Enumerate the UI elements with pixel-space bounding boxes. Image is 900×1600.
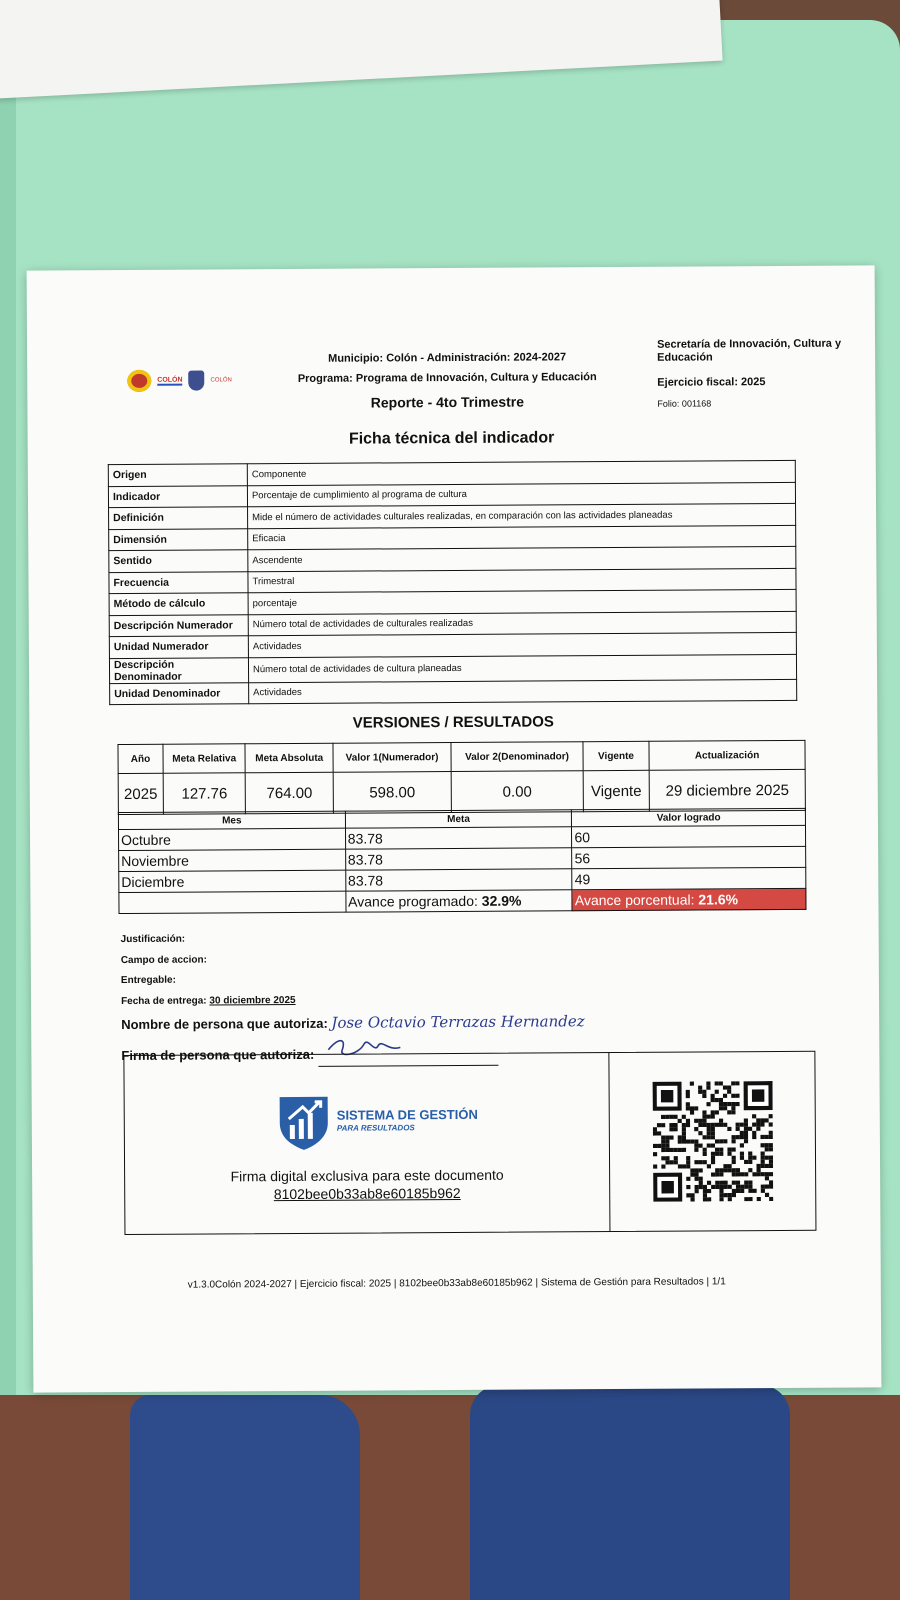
val-vigente: Vigente <box>583 770 649 811</box>
ficha-key: Frecuencia <box>109 571 248 593</box>
ejercicio-line: Ejercicio fiscal: 2025 <box>657 376 766 389</box>
ficha-value: Actividades <box>248 632 796 657</box>
col-meta-relativa: Meta Relativa <box>163 744 246 774</box>
val-actualizacion: 29 diciembre 2025 <box>649 769 805 811</box>
ficha-value: Componente <box>247 460 795 485</box>
versiones-header-row <box>118 740 805 773</box>
mes-name: Noviembre <box>119 849 346 871</box>
ficha-key: Método de cálculo <box>109 593 248 615</box>
sgr-subtitle: PARA RESULTADOS <box>336 1123 415 1133</box>
ficha-value: Actividades <box>249 679 797 704</box>
versiones-table <box>117 740 805 815</box>
col-valor-2: Valor 2(Denominador) <box>451 742 583 772</box>
colon-logo-text: COLÓN <box>157 376 183 384</box>
firma-label: Firma de persona que autoriza: <box>121 1046 315 1064</box>
shield-icon <box>188 371 204 391</box>
mes-valor: 49 <box>572 867 806 889</box>
mes-meta: 83.78 <box>345 827 572 849</box>
campo-label: Campo de accion: <box>120 954 207 966</box>
signature-box-left <box>124 1053 610 1234</box>
ficha-key: Descripción Numerador <box>109 614 248 636</box>
nombre-autoriza <box>121 1009 585 1037</box>
col-meta: Meta <box>345 810 572 828</box>
sgr-shield-icon <box>277 1093 331 1151</box>
ficha-key: Unidad Denominador <box>110 682 249 704</box>
avance-empty <box>119 891 346 913</box>
ficha-table <box>108 460 797 705</box>
avance-programado-value: 32.9% <box>481 892 522 909</box>
ficha-value: Número total de actividades de cultura planeadas <box>248 654 796 682</box>
secretaria-line: Secretaría de Innovación, Cultura y Educación <box>657 337 842 364</box>
mes-name: Diciembre <box>119 870 346 892</box>
header-logos <box>127 369 232 392</box>
folio-line: Folio: 001168 <box>657 398 712 409</box>
ficha-key: Indicador <box>108 485 247 507</box>
val-meta-relativa: 127.76 <box>163 773 246 815</box>
meses-table <box>118 808 807 914</box>
mes-meta: 83.78 <box>345 869 572 891</box>
entregable-label: Entregable: <box>120 974 176 987</box>
digital-signature-box <box>123 1051 816 1235</box>
ficha-value: Número total de actividades de culturales realizadas <box>248 611 796 636</box>
ficha-value: Porcentaje de cumplimiento al programa de cultura <box>247 482 795 507</box>
avance-programado <box>346 890 573 912</box>
sgr-logo <box>277 1092 478 1151</box>
digital-signature-hash: 8102bee0b33ab8e60185b962 <box>273 1184 461 1203</box>
fecha-entrega <box>121 989 585 1012</box>
ficha-key: Origen <box>108 464 247 486</box>
sgr-logo-text <box>337 1108 478 1135</box>
report-title: Reporte - 4to Trimestre <box>370 393 525 411</box>
col-mes: Mes <box>118 811 345 829</box>
val-valor-2: 0.00 <box>451 771 583 813</box>
handwritten-name: Jose Octavio Terrazas Hernandez <box>331 1012 585 1032</box>
fecha-label: Fecha de entrega: <box>121 994 210 1007</box>
right-leg <box>470 1385 790 1600</box>
municipal-seal-icon <box>127 370 151 392</box>
nombre-label: Nombre de persona que autoriza: <box>121 1015 328 1033</box>
ficha-key: Descripción Denominador <box>109 657 248 683</box>
header-right <box>657 338 857 411</box>
avance-porcentual <box>572 888 806 910</box>
col-vigente: Vigente <box>583 741 649 770</box>
left-leg <box>130 1395 360 1600</box>
report-document <box>27 265 882 1392</box>
col-meta-absoluta: Meta Absoluta <box>245 743 333 773</box>
signature-box-right <box>609 1052 815 1231</box>
ficha-value: Eficacia <box>248 525 796 550</box>
digital-signature-caption: Firma digital exclusiva para este documento <box>230 1166 504 1185</box>
sgr-title: SISTEMA DE GESTIÓN <box>336 1106 478 1123</box>
header-center <box>277 347 617 413</box>
ficha-value: porcentaje <box>248 589 796 614</box>
col-ano: Año <box>118 744 163 773</box>
ficha-value: Mide el número de actividades culturales realizadas, en comparación con las actividades planeadas <box>248 503 796 528</box>
ficha-value: Ascendente <box>248 546 796 571</box>
versiones-title: VERSIONES / RESULTADOS <box>352 713 554 732</box>
avance-programado-label: Avance programado: <box>348 892 482 910</box>
municipio-line: Municipio: Colón - Administración: 2024-2027 <box>328 351 567 365</box>
mes-meta: 83.78 <box>345 848 572 870</box>
ficha-key: Sentido <box>109 550 248 572</box>
ficha-row <box>110 679 797 705</box>
ficha-key: Definición <box>109 507 248 529</box>
ficha-value: Trimestral <box>248 568 796 593</box>
ficha-key: Dimensión <box>109 528 248 550</box>
qr-code-icon[interactable] <box>652 1081 773 1202</box>
ficha-title: Ficha técnica del indicador <box>348 429 555 448</box>
page-footer: v1.3.0Colón 2024-2027 | Ejercicio fiscal: 2025 | 8102bee0b33ab8e60185b962 | Sistema de Gestión para Resultados | 1/1 <box>187 1276 726 1291</box>
folder-edge <box>0 0 16 1400</box>
mes-valor: 56 <box>572 846 806 868</box>
col-valor-1: Valor 1(Numerador) <box>333 743 451 773</box>
col-valor-logrado: Valor logrado <box>572 808 806 826</box>
digital-signature-text <box>125 1165 609 1204</box>
col-actualizacion: Actualización <box>649 740 805 770</box>
mes-valor: 60 <box>572 825 806 847</box>
val-valor-1: 598.00 <box>333 772 451 814</box>
avance-row <box>119 888 806 913</box>
ficha-key: Unidad Numerador <box>109 636 248 658</box>
justificacion-label: Justificación: <box>120 933 186 946</box>
val-meta-absoluta: 764.00 <box>246 772 334 814</box>
avance-porcentual-label: Avance porcentual: <box>574 891 699 909</box>
mes-name: Octubre <box>118 828 345 850</box>
authorization-fields <box>121 927 585 1068</box>
programa-line: Programa: Programa de Innovación, Cultura y Educación <box>297 371 597 385</box>
avance-porcentual-value: 21.6% <box>698 891 739 908</box>
val-ano: 2025 <box>118 773 163 814</box>
fecha-value: 30 diciembre 2025 <box>209 994 296 1006</box>
colon-logo-text-2: COLÓN <box>210 377 232 384</box>
